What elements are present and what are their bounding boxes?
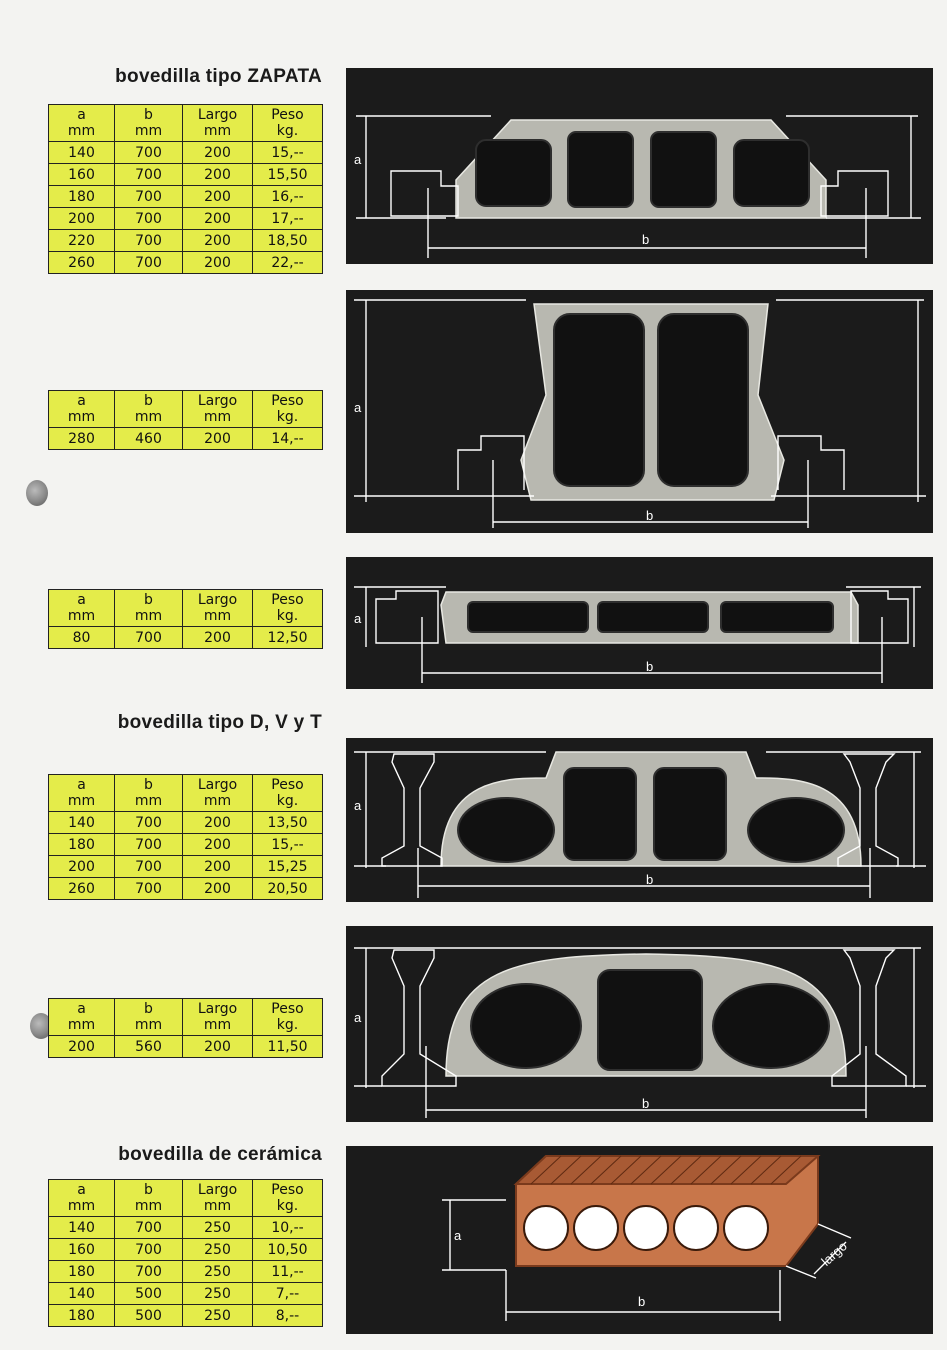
column-header-text: mm [134,409,163,425]
table-cell-b: 700 [115,812,183,834]
column-header-a [49,999,115,1036]
column-header-text: Peso [271,393,304,409]
photo-zapata-tall-block [346,290,933,533]
table-cell-largo: 200 [183,856,253,878]
column-header-b [115,775,183,812]
column-header-text: Peso [271,777,304,793]
table-row [49,186,323,208]
photo-ceramic-block [346,1146,933,1334]
table-cell-largo: 200 [183,428,253,450]
column-header-text: Largo [197,777,238,793]
column-header-text: b [144,107,153,123]
table-row [49,208,323,230]
dim-label-a: a [454,1228,462,1243]
table-cell-peso: 16,-- [253,186,323,208]
table-cell-peso: 15,-- [253,834,323,856]
table-cell-peso: 11,50 [253,1036,323,1058]
column-header-b [115,999,183,1036]
column-header-largo [183,590,253,627]
column-header-text: mm [67,1017,96,1033]
table-cell-largo: 200 [183,812,253,834]
column-header-text: a [77,107,86,123]
table-cell-b: 700 [115,834,183,856]
table-cell-a: 200 [49,856,115,878]
column-header-largo [183,105,253,142]
dim-label-largo: largo [818,1238,850,1269]
table-cell-b: 700 [115,164,183,186]
table-cell-largo: 250 [183,1305,253,1327]
table-cell-peso: 10,50 [253,1239,323,1261]
table-cell-peso: 13,50 [253,812,323,834]
column-header-text: kg. [276,793,299,809]
table-cell-a: 140 [49,1217,115,1239]
column-header-a [49,391,115,428]
column-header-text: mm [134,123,163,139]
table-cell-peso: 22,-- [253,252,323,274]
table-cell-b: 560 [115,1036,183,1058]
column-header-text: Largo [197,1001,238,1017]
column-header-text: mm [203,123,232,139]
dim-label-b: b [646,872,654,887]
dim-label-b: b [642,1096,650,1111]
column-header-text: Peso [271,107,304,123]
table-cell-a: 200 [49,1036,115,1058]
dim-label-a: a [354,798,362,813]
photo-dvt-arched-block [346,926,933,1122]
table-cell-peso: 12,50 [253,627,323,649]
column-header-text: mm [203,409,232,425]
table-cell-peso: 17,-- [253,208,323,230]
column-header-text: Peso [271,1182,304,1198]
dim-label-a: a [354,1010,362,1025]
table-cell-largo: 200 [183,1036,253,1058]
table-cell-a: 160 [49,164,115,186]
table-row [49,812,323,834]
table-cell-largo: 250 [183,1239,253,1261]
column-header-largo [183,999,253,1036]
table-cell-largo: 200 [183,208,253,230]
photo-dvt-block [346,738,933,902]
table-cell-peso: 8,-- [253,1305,323,1327]
column-header-largo [183,391,253,428]
table-row [49,1305,323,1327]
table-cell-b: 700 [115,878,183,900]
table-cell-b: 460 [115,428,183,450]
table-cell-a: 140 [49,1283,115,1305]
table-header-row [49,999,323,1036]
column-header-peso [253,1180,323,1217]
table-row [49,1217,323,1239]
column-header-text: b [144,777,153,793]
table-row [49,230,323,252]
table-row [49,164,323,186]
column-header-text: a [77,592,86,608]
spec-table-dvt-1 [48,774,323,900]
column-header-text: a [77,1001,86,1017]
table-cell-b: 700 [115,1239,183,1261]
table-cell-a: 140 [49,812,115,834]
table-cell-b: 700 [115,208,183,230]
table-header-row [49,1180,323,1217]
table-row [49,627,323,649]
table-cell-largo: 250 [183,1261,253,1283]
table-row [49,1261,323,1283]
table-cell-b: 700 [115,142,183,164]
table-cell-a: 260 [49,878,115,900]
table-row [49,1283,323,1305]
table-row [49,878,323,900]
spec-table-zapata-1 [48,104,323,274]
column-header-text: Largo [197,393,238,409]
column-header-a [49,590,115,627]
dim-label-a: a [354,611,362,626]
column-header-a [49,1180,115,1217]
column-header-text: mm [134,793,163,809]
table-row [49,428,323,450]
table-cell-largo: 200 [183,230,253,252]
table-cell-largo: 200 [183,878,253,900]
photo-zapata-block [346,68,933,264]
table-cell-peso: 15,-- [253,142,323,164]
column-header-peso [253,391,323,428]
column-header-b [115,391,183,428]
column-header-text: a [77,1182,86,1198]
spec-table-dvt-2 [48,998,323,1058]
spec-table-ceramica [48,1179,323,1327]
column-header-a [49,775,115,812]
column-header-largo [183,775,253,812]
table-cell-a: 180 [49,1261,115,1283]
column-header-text: a [77,777,86,793]
table-row [49,1239,323,1261]
column-header-text: b [144,393,153,409]
table-cell-b: 700 [115,627,183,649]
heading-ceramica: bovedilla de cerámica [118,1144,322,1165]
table-cell-largo: 200 [183,164,253,186]
table-cell-peso: 18,50 [253,230,323,252]
table-row [49,1036,323,1058]
column-header-peso [253,105,323,142]
dim-label-b: b [646,508,654,523]
table-row [49,142,323,164]
table-cell-b: 700 [115,252,183,274]
table-cell-b: 700 [115,856,183,878]
table-header-row [49,775,323,812]
column-header-a [49,105,115,142]
table-cell-largo: 200 [183,252,253,274]
column-header-text: kg. [276,409,299,425]
column-header-text: mm [203,608,232,624]
column-header-text: mm [203,793,232,809]
table-row [49,856,323,878]
table-cell-peso: 14,-- [253,428,323,450]
table-cell-a: 260 [49,252,115,274]
column-header-text: mm [203,1198,232,1214]
table-cell-largo: 200 [183,834,253,856]
dim-label-b: b [638,1294,646,1309]
column-header-text: b [144,592,153,608]
dim-label-b: b [646,659,654,674]
column-header-text: mm [67,409,96,425]
table-cell-b: 700 [115,1217,183,1239]
column-header-text: kg. [276,608,299,624]
column-header-text: Largo [197,107,238,123]
table-cell-a: 220 [49,230,115,252]
column-header-text: Largo [197,592,238,608]
table-row [49,834,323,856]
column-header-text: b [144,1001,153,1017]
column-header-text: mm [67,608,96,624]
table-cell-largo: 200 [183,186,253,208]
table-cell-b: 700 [115,186,183,208]
column-header-text: Peso [271,592,304,608]
table-cell-a: 80 [49,627,115,649]
column-header-text: kg. [276,1198,299,1214]
table-header-row [49,590,323,627]
table-cell-b: 500 [115,1305,183,1327]
table-cell-b: 700 [115,1261,183,1283]
table-cell-b: 500 [115,1283,183,1305]
dim-label-b: b [642,232,650,247]
column-header-text: kg. [276,1017,299,1033]
heading-dvt: bovedilla tipo D, V y T [117,712,322,733]
column-header-text: Peso [271,1001,304,1017]
dim-label-a: a [354,152,362,167]
table-cell-a: 200 [49,208,115,230]
table-cell-largo: 200 [183,627,253,649]
column-header-text: mm [203,1017,232,1033]
table-cell-b: 700 [115,230,183,252]
spec-table-zapata-3 [48,589,323,649]
column-header-text: mm [134,1198,163,1214]
column-header-peso [253,775,323,812]
table-cell-largo: 200 [183,142,253,164]
column-header-largo [183,1180,253,1217]
table-cell-peso: 11,-- [253,1261,323,1283]
dim-label-a: a [354,400,362,415]
table-row [49,252,323,274]
column-header-text: kg. [276,123,299,139]
column-header-text: mm [67,793,96,809]
column-header-text: a [77,393,86,409]
heading-zapata: bovedilla tipo ZAPATA [115,66,322,87]
table-cell-largo: 250 [183,1217,253,1239]
table-header-row [49,391,323,428]
column-header-peso [253,999,323,1036]
table-cell-peso: 7,-- [253,1283,323,1305]
table-cell-peso: 20,50 [253,878,323,900]
column-header-peso [253,590,323,627]
column-header-text: mm [67,123,96,139]
table-cell-peso: 15,50 [253,164,323,186]
table-cell-a: 140 [49,142,115,164]
column-header-text: b [144,1182,153,1198]
table-cell-a: 280 [49,428,115,450]
column-header-b [115,590,183,627]
photo-zapata-thin-block [346,557,933,689]
table-cell-peso: 15,25 [253,856,323,878]
column-header-text: mm [134,1017,163,1033]
column-header-b [115,1180,183,1217]
spec-table-zapata-2 [48,390,323,450]
table-header-row [49,105,323,142]
table-cell-a: 180 [49,1305,115,1327]
binder-hole [26,480,48,506]
table-cell-peso: 10,-- [253,1217,323,1239]
table-cell-largo: 250 [183,1283,253,1305]
table-cell-a: 160 [49,1239,115,1261]
column-header-text: mm [67,1198,96,1214]
column-header-text: mm [134,608,163,624]
table-cell-a: 180 [49,834,115,856]
column-header-text: Largo [197,1182,238,1198]
table-cell-a: 180 [49,186,115,208]
column-header-b [115,105,183,142]
